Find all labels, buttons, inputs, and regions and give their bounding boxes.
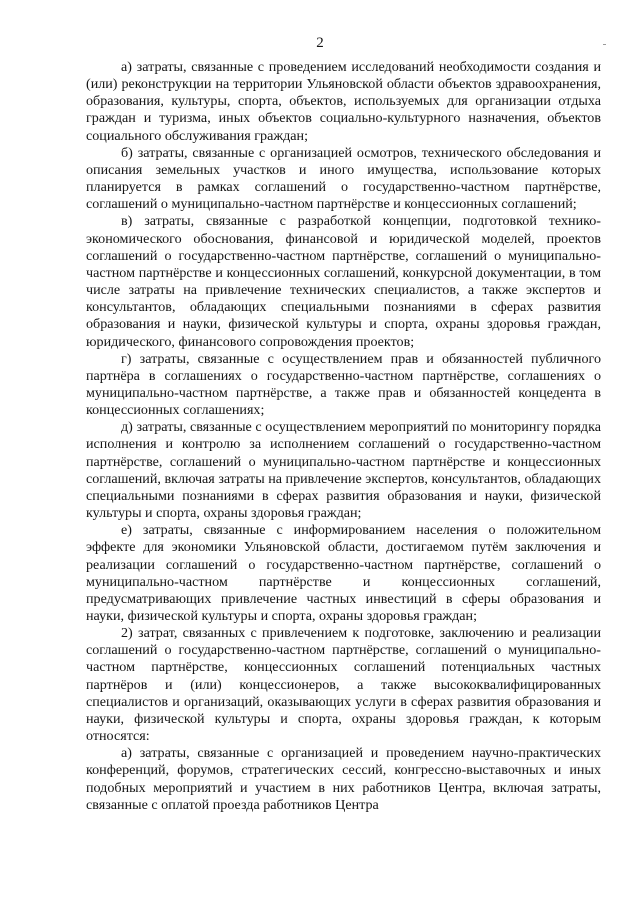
page-number: 2 — [316, 35, 324, 51]
paragraph-a-research-costs: а) затраты, связанные с проведением исследований необходимости создания и (или) реконструкции на территории Ульяновской области объектов здравоохранения, образования, культуры, спорта, объектов, используемых для организации отдыха граждан и туризма, иных объектов социально-культурного назначения, объектов социального обслуживания граждан; — [86, 59, 601, 144]
paragraph-v-concept-development-costs: в) затраты, связанные с разработкой концепции, подготовкой технико-экономического обоснования, финансовой и юридической моделей, проектов соглашений о государственно-частном партнёрстве, соглашений о муниципально-частном партнёрстве и концессионных соглашений, конкурсной документации, в том числе затраты на привлечение технических специалистов, а также экспертов и консультантов, обладающих специальными познаниями в сферах развития образования и науки, физической культуры и спорта, охраны здоровья граждан, юридического, финансового сопровождения проектов; — [86, 213, 601, 350]
paragraph-e-public-information-costs: е) затраты, связанные с информированием населения о положительном эффекте для экономики Ульяновской области, достигаемом путём заключения и реализации соглашений о государственно-частном партнёрстве, соглашений о муниципально-частном партнёрстве и концессионных соглашений, предусматривающих привлечение частных инвестиций в сферы образования и науки, физической культуры и спорта, охраны здоровья граждан; — [86, 522, 601, 624]
paragraph-d-monitoring-costs: д) затраты, связанные с осуществлением мероприятий по мониторингу порядка исполнения и контролю за исполнением соглашений о государственно-частном партнёрстве, соглашений о муниципально-частном партнёрстве и концессионных соглашений, включая затраты на привлечение экспертов, консультантов, обладающих специальными познаниями в сферах развития образования и науки, физической культуры и спорта, охраны здоровья граждан; — [86, 419, 601, 522]
paragraph-g-public-partner-costs: г) затраты, связанные с осуществлением прав и обязанностей публичного партнёра в соглашениях о государственно-частном партнёрстве, соглашениях о муниципально-частном партнёрстве, а также прав и обязанностей концедента в концессионных соглашениях; — [86, 350, 601, 419]
scan-artifact-mark — [603, 44, 606, 45]
paragraph-b-inspection-costs: б) затраты, связанные с организацией осмотров, технического обследования и описания земельных участков и иного имущества, использование которых планируется в рамках соглашений о государственно-частном партнёрстве, соглашений о муниципально-частном партнёрстве и концессионных соглашений; — [86, 144, 601, 213]
paragraph-2-attraction-costs: 2) затрат, связанных с привлечением к подготовке, заключению и реализации соглашений о государственно-частном партнёрстве, соглашений о муниципально-частном партнёрстве, концессионных соглашений потенциальных частных партнёров и (или) концессионеров, а также высококвалифицированных специалистов и организаций, оказывающих услуги в сферах развития образования и науки, физической культуры и спорта, охраны здоровья граждан, к которым относятся: — [86, 625, 601, 745]
paragraph-a-conference-costs: а) затраты, связанные с организацией и проведением научно-практических конференций, форумов, стратегических сессий, конгрессно-выставочных и иных подобных мероприятий и участием в них работников Центра, включая затраты, связанные с оплатой проезда работников Центра — [86, 745, 601, 813]
document-body — [86, 59, 601, 814]
